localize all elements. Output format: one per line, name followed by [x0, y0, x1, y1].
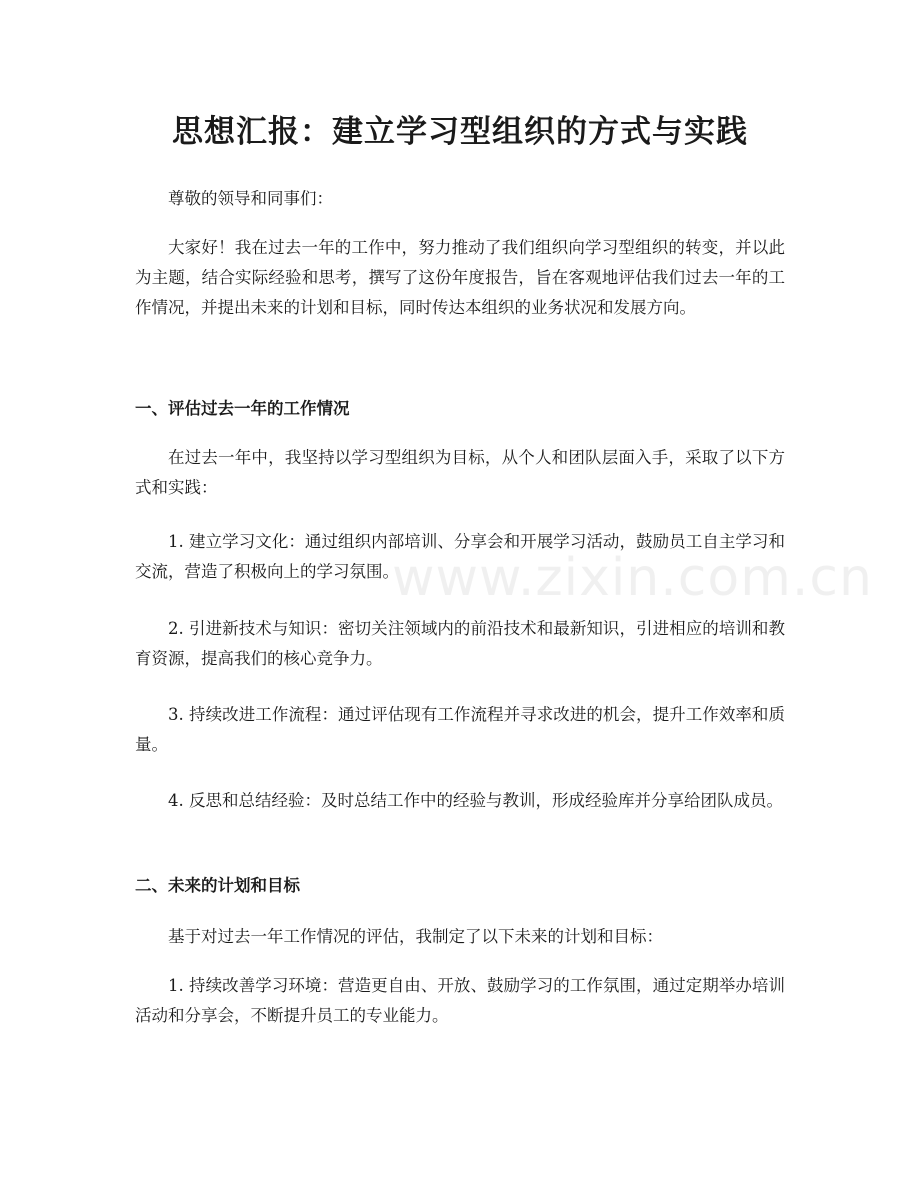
- document-title: 思想汇报：建立学习型组织的方式与实践: [172, 114, 748, 150]
- greeting: 尊敬的领导和同事们：: [168, 189, 333, 208]
- list-item: 3. 持续改进工作流程：通过评估现有工作流程并寻求改进的机会，提升工作效率和质量。: [135, 705, 785, 754]
- section-heading-2: 二、未来的计划和目标: [135, 876, 300, 895]
- watermark: www.zixin.com.cn: [392, 548, 873, 608]
- section1-lead: 在过去一年中，我坚持以学习型组织为目标，从个人和团队层面入手，采取了以下方式和实践：: [135, 448, 785, 497]
- section-heading-1: 一、评估过去一年的工作情况: [135, 399, 350, 418]
- list-item: 4. 反思和总结经验：及时总结工作中的经验与教训，形成经验库并分享给团队成员。: [168, 791, 783, 810]
- list-item: 1. 建立学习文化：通过组织内部培训、分享会和开展学习活动，鼓励员工自主学习和交流，营造了积极向上的学习氛围。: [135, 532, 785, 581]
- list-item: 1. 持续改善学习环境：营造更自由、开放、鼓励学习的工作氛围，通过定期举办培训活动和分享会，不断提升员工的专业能力。: [135, 976, 785, 1025]
- list-item: 2. 引进新技术与知识：密切关注领域内的前沿技术和最新知识，引进相应的培训和教育资源，提高我们的核心竞争力。: [135, 619, 785, 668]
- section2-lead: 基于对过去一年工作情况的评估，我制定了以下未来的计划和目标：: [168, 927, 663, 946]
- intro-paragraph: 大家好！我在过去一年的工作中，努力推动了我们组织向学习型组织的转变，并以此为主题，结合实际经验和思考，撰写了这份年度报告，旨在客观地评估我们过去一年的工作情况，并提出未来的计划和目标，同时传达本组织的业务状况和发展方向。: [135, 238, 785, 317]
